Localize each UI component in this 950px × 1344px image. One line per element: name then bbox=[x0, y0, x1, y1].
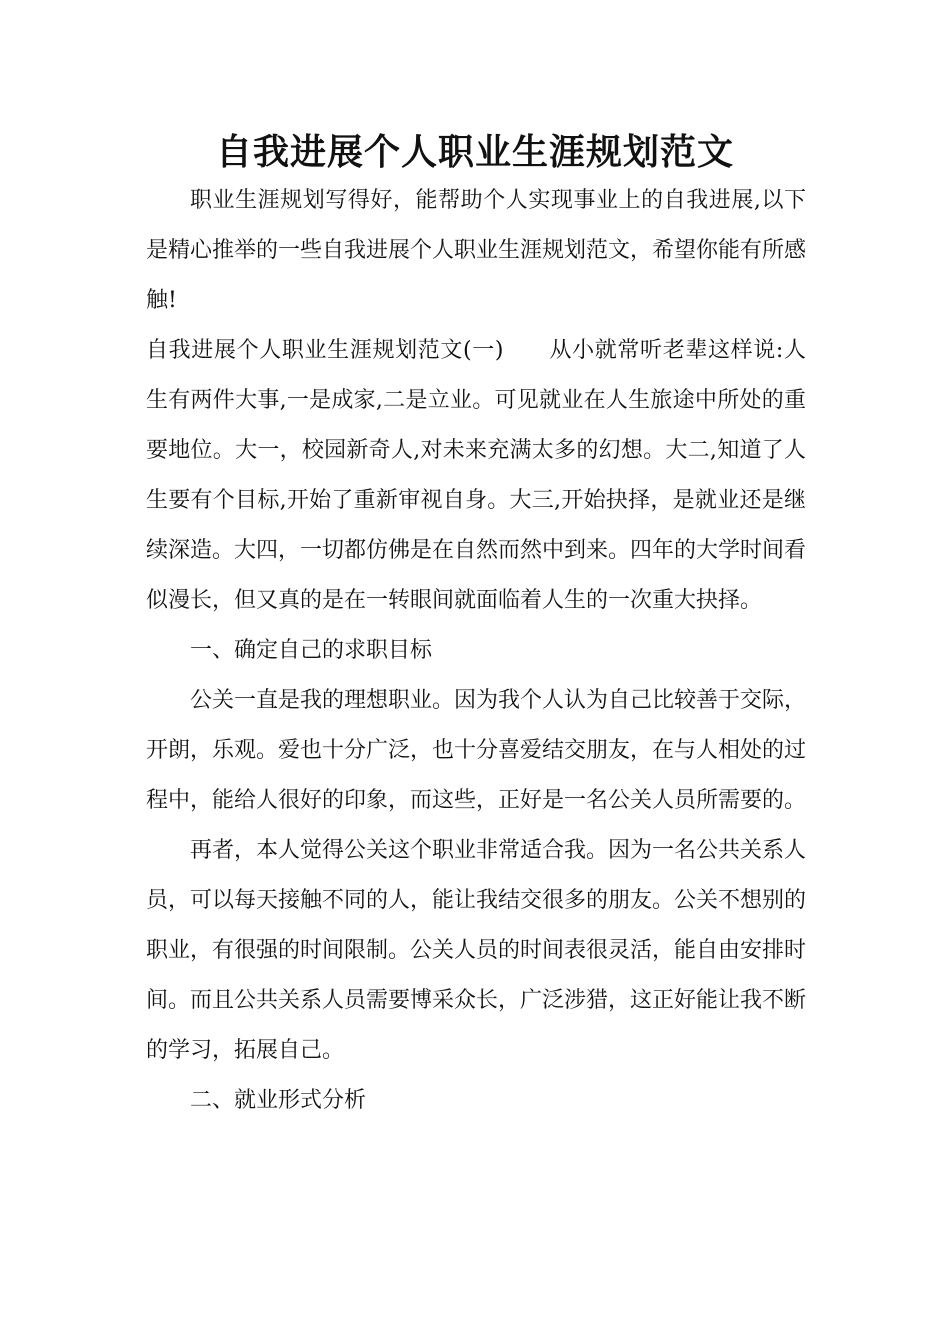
pr-suitability-paragraph: 再者，本人觉得公关这个职业非常适合我。因为一名公共关系人员，可以每天接触不同的人，能让我结交很多的朋友。公关不想别的职业，有很强的时间限制。公关人员的时间表很灵活，能自由安排时间。而且公共关系人员需要博采众长，广泛涉猎，这正好能让我不断的学习，拓展自己。 bbox=[146, 838, 807, 1063]
heading-employment-analysis: 二、就业形式分析 bbox=[190, 1088, 367, 1113]
heading-job-goal: 一、确定自己的求职目标 bbox=[190, 638, 433, 663]
pr-career-paragraph: 公关一直是我的理想职业。因为我个人认为自己比较善于交际，开朗，乐观。爱也十分广泛，也十分喜爱结交朋友，在与人相处的过程中，能给人很好的印象，而这些，正好是一名公关人员所需要的。 bbox=[146, 688, 807, 813]
document-title: 自我进展个人职业生涯规划范文 bbox=[215, 131, 734, 173]
document-body bbox=[146, 176, 806, 1126]
section-one-paragraph: 自我进展个人职业生涯规划范文(一) 从小就常听老辈这样说:人生有两件大事,一是成家,二是立业。可见就业在人生旅途中所处的重要地位。大一，校园新奇人,对未来充满太多的幻想。大二,知道了人生要有个目标,开始了重新审视自身。大三,开始抉择，是就业还是继续深造。大四，一切都仿佛是在自然而然中到来。四年的大学时间看似漫长，但又真的是在一转眼间就面临着人生的一次重大抉择。 bbox=[146, 338, 807, 613]
intro-paragraph: 职业生涯规划写得好，能帮助个人实现事业上的自我进展,以下是精心推举的一些自我进展个人职业生涯规划范文，希望你能有所感触! bbox=[146, 188, 807, 313]
